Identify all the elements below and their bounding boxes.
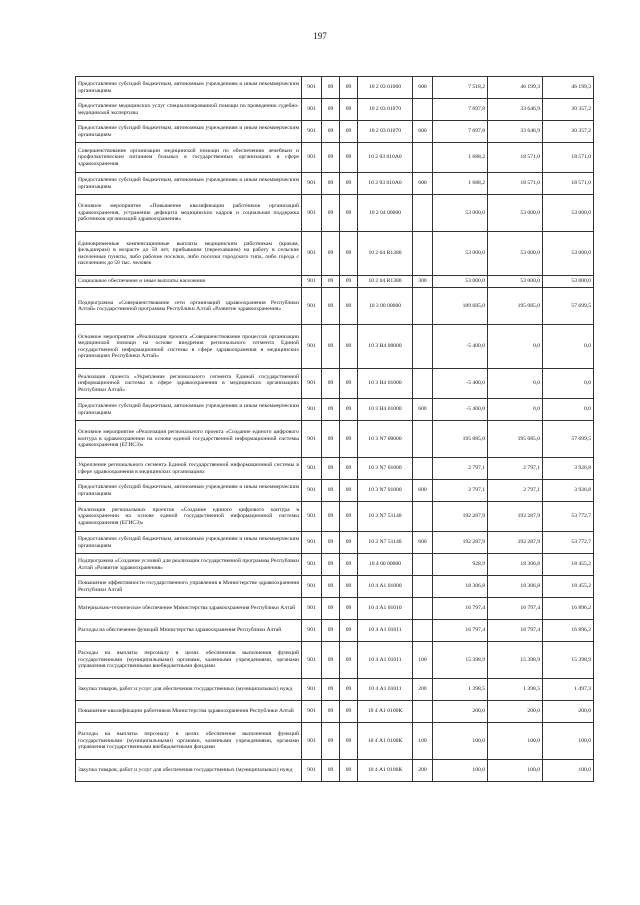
- expense-name-cell: Предоставление субсидий бюджетным, автономным учреждениям и иным некоммерческим организациям: [76, 532, 302, 554]
- expense-name-cell: Основное мероприятие «Повышение квалификации работников организаций здравоохранения, устранение дефицита медицинских кадров и социальная поддержка работников организаций здравоохранения»: [76, 195, 302, 232]
- amount-year1-cell: 2 797,1: [433, 458, 488, 480]
- table-row: [76, 121, 594, 143]
- amount-year2-cell: 18 571,0: [488, 143, 543, 173]
- amount-year3-cell: 53 000,0: [543, 276, 594, 288]
- amount-year3-cell: 0,0: [543, 369, 594, 399]
- expense-name-cell: Предоставление субсидий бюджетным, автономным учреждениям и иным некоммерческим организациям: [76, 173, 302, 195]
- amount-year2-cell: 0,0: [488, 369, 543, 399]
- expense-type-cell: [413, 701, 433, 723]
- expense-type-cell: 600: [413, 399, 433, 421]
- table-row: [76, 421, 594, 458]
- target-article-cell: 10 2 03 01060: [358, 77, 413, 99]
- section-cell: 09: [322, 288, 340, 325]
- table-row: [76, 723, 594, 760]
- subsection-cell: 09: [340, 679, 358, 701]
- amount-year2-cell: 195 085,0: [488, 421, 543, 458]
- section-cell: 09: [322, 723, 340, 760]
- amount-year2-cell: 53 000,0: [488, 276, 543, 288]
- subsection-cell: 09: [340, 480, 358, 502]
- amount-year3-cell: 18 455,2: [543, 576, 594, 598]
- section-cell: 09: [322, 143, 340, 173]
- expense-type-cell: [413, 143, 433, 173]
- expense-type-cell: 600: [413, 121, 433, 143]
- table-row: [76, 458, 594, 480]
- expense-name-cell: Расходы на выплаты персоналу в целях обеспечения выполнения функций государственными (муниципальными) органами, казенными учреждениями, органами управления государственными внебюджетными фондами: [76, 723, 302, 760]
- admin-code-cell: 901: [302, 195, 322, 232]
- admin-code-cell: 901: [302, 232, 322, 276]
- admin-code-cell: 901: [302, 554, 322, 576]
- amount-year1-cell: 18 306,8: [433, 576, 488, 598]
- amount-year2-cell: 2 797,1: [488, 480, 543, 502]
- section-cell: 09: [322, 760, 340, 782]
- expense-type-cell: 600: [413, 532, 433, 554]
- subsection-cell: 09: [340, 642, 358, 679]
- target-article-cell: 10 3 N7 01000: [358, 480, 413, 502]
- subsection-cell: 09: [340, 598, 358, 620]
- admin-code-cell: 901: [302, 276, 322, 288]
- section-cell: 09: [322, 99, 340, 121]
- amount-year1-cell: 2 797,1: [433, 480, 488, 502]
- target-article-cell: 10 3 N7 51140: [358, 502, 413, 532]
- admin-code-cell: 901: [302, 598, 322, 620]
- amount-year1-cell: 100,0: [433, 723, 488, 760]
- subsection-cell: 09: [340, 502, 358, 532]
- amount-year1-cell: 16 797,4: [433, 598, 488, 620]
- admin-code-cell: 901: [302, 369, 322, 399]
- amount-year3-cell: 53 000,0: [543, 232, 594, 276]
- amount-year1-cell: -5 400,0: [433, 325, 488, 369]
- target-article-cell: 10 2 03 010А0: [358, 173, 413, 195]
- amount-year2-cell: 2 797,1: [488, 458, 543, 480]
- expense-type-cell: 200: [413, 679, 433, 701]
- target-article-cell: 10 2 04 R1380: [358, 232, 413, 276]
- target-article-cell: 10 3 Н4 01000: [358, 399, 413, 421]
- amount-year1-cell: 7 518,2: [433, 77, 488, 99]
- amount-year2-cell: 100,0: [488, 760, 543, 782]
- target-article-cell: 10 2 03 010А0: [358, 143, 413, 173]
- target-article-cell: 10 3 00 00000: [358, 288, 413, 325]
- subsection-cell: 09: [340, 276, 358, 288]
- table-row: [76, 679, 594, 701]
- amount-year2-cell: 200,0: [488, 701, 543, 723]
- amount-year3-cell: 57 699,5: [543, 288, 594, 325]
- table-row: [76, 99, 594, 121]
- target-article-cell: 10 3 N7 51140: [358, 532, 413, 554]
- subsection-cell: 09: [340, 325, 358, 369]
- section-cell: 09: [322, 458, 340, 480]
- target-article-cell: 10 4 А1 01000: [358, 576, 413, 598]
- subsection-cell: 09: [340, 173, 358, 195]
- amount-year1-cell: 1 398,5: [433, 679, 488, 701]
- subsection-cell: 09: [340, 232, 358, 276]
- expense-name-cell: Укрепление регионального сегмента Единой государственной информационной системы в сфере здравоохранения в медицинских организациях: [76, 458, 302, 480]
- target-article-cell: 10 2 04 R1380: [358, 276, 413, 288]
- amount-year3-cell: 30 357,2: [543, 99, 594, 121]
- amount-year3-cell: 18 571,0: [543, 143, 594, 173]
- table-row: [76, 276, 594, 288]
- expense-name-cell: Социальное обеспечение и иные выплаты населению: [76, 276, 302, 288]
- expense-type-cell: [413, 369, 433, 399]
- amount-year1-cell: 53 000,0: [433, 195, 488, 232]
- table-row: [76, 288, 594, 325]
- amount-year3-cell: 16 896,2: [543, 598, 594, 620]
- admin-code-cell: 901: [302, 701, 322, 723]
- target-article-cell: 10 4 00 00000: [358, 554, 413, 576]
- amount-year2-cell: 0,0: [488, 399, 543, 421]
- amount-year2-cell: 192 287,9: [488, 502, 543, 532]
- amount-year1-cell: 7 697,8: [433, 121, 488, 143]
- expense-name-cell: Единовременные компенсационные выплаты медицинским работникам (врачам, фельдшерам) в возрасте до 50 лет, прибывшим (переехавшим) на работу в сельские населенные пункты, либо рабочие поселки, либо поселки городского типа, либо города с населением до 50 тыс. человек: [76, 232, 302, 276]
- expense-name-cell: Закупка товаров, работ и услуг для обеспечения государственных (муниципальных) нужд: [76, 760, 302, 782]
- amount-year2-cell: 1 398,5: [488, 679, 543, 701]
- amount-year3-cell: 30 357,2: [543, 121, 594, 143]
- amount-year1-cell: 189 685,0: [433, 288, 488, 325]
- expense-type-cell: 100: [413, 723, 433, 760]
- section-cell: 09: [322, 77, 340, 99]
- expense-name-cell: Повышение эффективности государственного управления в Министерстве здравоохранения Республики Алтай: [76, 576, 302, 598]
- amount-year1-cell: -5 400,0: [433, 369, 488, 399]
- expense-name-cell: Основное мероприятие «Реализация проекта «Совершенствование процессов организации медицинской помощи на основе внедрения регионального сегмента Единой государственной информационной системы в сфере здравоохранения в медицинских организациях Республики Алтай»: [76, 325, 302, 369]
- subsection-cell: 09: [340, 554, 358, 576]
- amount-year1-cell: 16 797,4: [433, 620, 488, 642]
- section-cell: 09: [322, 421, 340, 458]
- subsection-cell: 09: [340, 760, 358, 782]
- amount-year2-cell: 100,0: [488, 723, 543, 760]
- expense-name-cell: Основное мероприятие «Реализация регионального проекта «Создание единого цифрового контура в здравоохранении на основе единой государственной информационной системы здравоохранения (ЕГИСЗ)»: [76, 421, 302, 458]
- section-cell: 09: [322, 598, 340, 620]
- page-number: 197: [313, 31, 327, 41]
- subsection-cell: 09: [340, 421, 358, 458]
- expense-name-cell: Расходы на выплаты персоналу в целях обеспечения выполнения функций государственными (муниципальными) органами, казенными учреждениями, органами управления государственными внебюджетными фондами: [76, 642, 302, 679]
- amount-year3-cell: 53 772,7: [543, 502, 594, 532]
- admin-code-cell: 901: [302, 421, 322, 458]
- subsection-cell: 09: [340, 121, 358, 143]
- amount-year1-cell: 7 697,8: [433, 99, 488, 121]
- section-cell: 09: [322, 701, 340, 723]
- amount-year3-cell: 53 772,7: [543, 532, 594, 554]
- amount-year3-cell: 3 926,8: [543, 480, 594, 502]
- admin-code-cell: 901: [302, 502, 322, 532]
- expense-name-cell: Предоставление субсидий бюджетным, автономным учреждениям и иным некоммерческим организациям: [76, 121, 302, 143]
- subsection-cell: 09: [340, 458, 358, 480]
- subsection-cell: 09: [340, 99, 358, 121]
- section-cell: 09: [322, 642, 340, 679]
- admin-code-cell: 901: [302, 576, 322, 598]
- expense-name-cell: Совершенствование организации медицинской помощи по обеспечению лечебным и профилактическим питанием больных в государственных организациях в сфере здравоохранения: [76, 143, 302, 173]
- expense-type-cell: 300: [413, 276, 433, 288]
- amount-year3-cell: 16 896,2: [543, 620, 594, 642]
- table-row: [76, 620, 594, 642]
- target-article-cell: 10 4 А1 01011: [358, 620, 413, 642]
- amount-year3-cell: 15 398,9: [543, 642, 594, 679]
- amount-year3-cell: 1 497,3: [543, 679, 594, 701]
- amount-year1-cell: 192 287,9: [433, 532, 488, 554]
- amount-year3-cell: 3 926,8: [543, 458, 594, 480]
- expense-type-cell: [413, 458, 433, 480]
- amount-year3-cell: 100,0: [543, 723, 594, 760]
- table-row: [76, 532, 594, 554]
- target-article-cell: 10 2 04 00000: [358, 195, 413, 232]
- admin-code-cell: 901: [302, 143, 322, 173]
- target-article-cell: 10 4 А1 01011: [358, 642, 413, 679]
- table-row: [76, 232, 594, 276]
- target-article-cell: 10 3 N7 01000: [358, 458, 413, 480]
- expense-name-cell: Расходы на обеспечение функций Министерства здравоохранения Республики Алтай: [76, 620, 302, 642]
- expense-type-cell: 600: [413, 77, 433, 99]
- amount-year1-cell: 192 287,9: [433, 502, 488, 532]
- expense-type-cell: 600: [413, 480, 433, 502]
- section-cell: 09: [322, 173, 340, 195]
- amount-year1-cell: 1 688,2: [433, 143, 488, 173]
- subsection-cell: 09: [340, 143, 358, 173]
- target-article-cell: 10 2 03 01070: [358, 99, 413, 121]
- expense-name-cell: Подпрограмма «Создание условий для реализации государственной программы Республики Алтай «Развитие здравоохранения»: [76, 554, 302, 576]
- expense-name-cell: Реализация проекта «Укрепление регионального сегмента Единой государственной информационной системы в сфере здравоохранения в медицинских организациях Республики Алтай»: [76, 369, 302, 399]
- amount-year3-cell: 200,0: [543, 701, 594, 723]
- amount-year1-cell: -5 400,0: [433, 399, 488, 421]
- expense-type-cell: 100: [413, 642, 433, 679]
- expense-type-cell: [413, 325, 433, 369]
- admin-code-cell: 901: [302, 288, 322, 325]
- amount-year1-cell: 15 398,9: [433, 642, 488, 679]
- subsection-cell: 09: [340, 369, 358, 399]
- amount-year3-cell: 53 000,0: [543, 195, 594, 232]
- admin-code-cell: 901: [302, 679, 322, 701]
- admin-code-cell: 901: [302, 77, 322, 99]
- expense-type-cell: [413, 195, 433, 232]
- subsection-cell: 09: [340, 723, 358, 760]
- amount-year2-cell: 16 797,4: [488, 620, 543, 642]
- section-cell: 09: [322, 502, 340, 532]
- target-article-cell: 10 3 Н4 00000: [358, 325, 413, 369]
- amount-year2-cell: 53 000,0: [488, 195, 543, 232]
- subsection-cell: 09: [340, 288, 358, 325]
- amount-year2-cell: 33 646,9: [488, 99, 543, 121]
- amount-year2-cell: 53 000,0: [488, 232, 543, 276]
- target-article-cell: 10 4 А1 01011: [358, 679, 413, 701]
- expense-type-cell: [413, 99, 433, 121]
- amount-year3-cell: 0,0: [543, 399, 594, 421]
- admin-code-cell: 901: [302, 620, 322, 642]
- expense-name-cell: Закупка товаров, работ и услуг для обеспечения государственных (муниципальных) нужд: [76, 679, 302, 701]
- amount-year2-cell: 15 398,9: [488, 642, 543, 679]
- target-article-cell: 10 2 03 01070: [358, 121, 413, 143]
- expense-type-cell: [413, 620, 433, 642]
- amount-year1-cell: 1 688,2: [433, 173, 488, 195]
- budget-table-body: [76, 77, 594, 782]
- table-row: [76, 399, 594, 421]
- subsection-cell: 09: [340, 532, 358, 554]
- section-cell: 09: [322, 480, 340, 502]
- expense-name-cell: Предоставление субсидий бюджетным, автономным учреждениям и иным некоммерческим организациям: [76, 399, 302, 421]
- admin-code-cell: 901: [302, 480, 322, 502]
- expense-name-cell: Материально-техническое обеспечение Министерства здравоохранения Республики Алтай: [76, 598, 302, 620]
- expense-name-cell: Подпрограмма «Совершенствование сети организаций здравоохранения Республики Алтай» государственной программы Республики Алтай «Развитие здравоохранения»: [76, 288, 302, 325]
- budget-table: [75, 76, 594, 782]
- target-article-cell: 10 4 А1 0100К: [358, 723, 413, 760]
- expense-type-cell: 600: [413, 173, 433, 195]
- subsection-cell: 09: [340, 77, 358, 99]
- amount-year1-cell: 53 000,0: [433, 232, 488, 276]
- table-row: [76, 598, 594, 620]
- expense-name-cell: Повышение квалификации работников Министерства здравоохранения Республики Алтай: [76, 701, 302, 723]
- amount-year2-cell: 0,0: [488, 325, 543, 369]
- expense-name-cell: Предоставление субсидий бюджетным, автономным учреждениям и иным некоммерческим организациям: [76, 77, 302, 99]
- expense-type-cell: [413, 598, 433, 620]
- admin-code-cell: 901: [302, 399, 322, 421]
- amount-year1-cell: 100,0: [433, 760, 488, 782]
- expense-type-cell: [413, 554, 433, 576]
- table-row: [76, 195, 594, 232]
- admin-code-cell: 901: [302, 458, 322, 480]
- amount-year2-cell: 192 287,9: [488, 532, 543, 554]
- target-article-cell: 10 4 А1 01010: [358, 598, 413, 620]
- admin-code-cell: 901: [302, 723, 322, 760]
- amount-year3-cell: 18 455,2: [543, 554, 594, 576]
- subsection-cell: 09: [340, 620, 358, 642]
- amount-year3-cell: 100,0: [543, 760, 594, 782]
- amount-year1-cell: 928,9: [433, 554, 488, 576]
- table-row: [76, 554, 594, 576]
- subsection-cell: 09: [340, 701, 358, 723]
- amount-year3-cell: 0,0: [543, 325, 594, 369]
- target-article-cell: 10 4 А1 0100К: [358, 701, 413, 723]
- section-cell: 09: [322, 195, 340, 232]
- table-row: [76, 143, 594, 173]
- amount-year3-cell: 46 199,3: [543, 77, 594, 99]
- amount-year1-cell: 200,0: [433, 701, 488, 723]
- section-cell: 09: [322, 576, 340, 598]
- table-row: [76, 701, 594, 723]
- target-article-cell: 10 4 А1 0100К: [358, 760, 413, 782]
- admin-code-cell: 901: [302, 121, 322, 143]
- expense-type-cell: [413, 288, 433, 325]
- section-cell: 09: [322, 679, 340, 701]
- section-cell: 09: [322, 121, 340, 143]
- table-row: [76, 369, 594, 399]
- amount-year2-cell: 33 646,9: [488, 121, 543, 143]
- table-row: [76, 502, 594, 532]
- amount-year2-cell: 16 797,4: [488, 598, 543, 620]
- amount-year1-cell: 53 000,0: [433, 276, 488, 288]
- section-cell: 09: [322, 554, 340, 576]
- table-row: [76, 760, 594, 782]
- amount-year2-cell: 18 571,0: [488, 173, 543, 195]
- admin-code-cell: 901: [302, 173, 322, 195]
- expense-type-cell: [413, 576, 433, 598]
- expense-type-cell: [413, 502, 433, 532]
- target-article-cell: 10 3 Н4 01000: [358, 369, 413, 399]
- expense-name-cell: Предоставление субсидий бюджетным, автономным учреждениям и иным некоммерческим организациям: [76, 480, 302, 502]
- table-row: [76, 325, 594, 369]
- table-row: [76, 576, 594, 598]
- section-cell: 09: [322, 232, 340, 276]
- expense-type-cell: [413, 232, 433, 276]
- amount-year3-cell: 18 571,0: [543, 173, 594, 195]
- section-cell: 09: [322, 369, 340, 399]
- target-article-cell: 10 3 N7 00000: [358, 421, 413, 458]
- table-row: [76, 77, 594, 99]
- section-cell: 09: [322, 620, 340, 642]
- expense-name-cell: Предоставление медицинских услуг специализированной помощи по проведению судебно-медицинской экспертизы: [76, 99, 302, 121]
- admin-code-cell: 901: [302, 325, 322, 369]
- amount-year2-cell: 195 085,0: [488, 288, 543, 325]
- admin-code-cell: 901: [302, 642, 322, 679]
- amount-year2-cell: 46 199,3: [488, 77, 543, 99]
- subsection-cell: 09: [340, 399, 358, 421]
- admin-code-cell: 901: [302, 760, 322, 782]
- subsection-cell: 09: [340, 576, 358, 598]
- amount-year2-cell: 18 306,8: [488, 554, 543, 576]
- expense-name-cell: Реализация региональных проектов «Создание единого цифрового контура в здравоохранении на основе единой государственной информационной системы здравоохранения (ЕГИСЗ)»: [76, 502, 302, 532]
- expense-type-cell: 200: [413, 760, 433, 782]
- admin-code-cell: 901: [302, 532, 322, 554]
- admin-code-cell: 901: [302, 99, 322, 121]
- expense-type-cell: [413, 421, 433, 458]
- section-cell: 09: [322, 532, 340, 554]
- table-row: [76, 480, 594, 502]
- section-cell: 09: [322, 399, 340, 421]
- amount-year3-cell: 57 699,5: [543, 421, 594, 458]
- amount-year2-cell: 18 306,8: [488, 576, 543, 598]
- section-cell: 09: [322, 325, 340, 369]
- subsection-cell: 09: [340, 195, 358, 232]
- section-cell: 09: [322, 276, 340, 288]
- amount-year1-cell: 195 085,0: [433, 421, 488, 458]
- table-row: [76, 642, 594, 679]
- table-row: [76, 173, 594, 195]
